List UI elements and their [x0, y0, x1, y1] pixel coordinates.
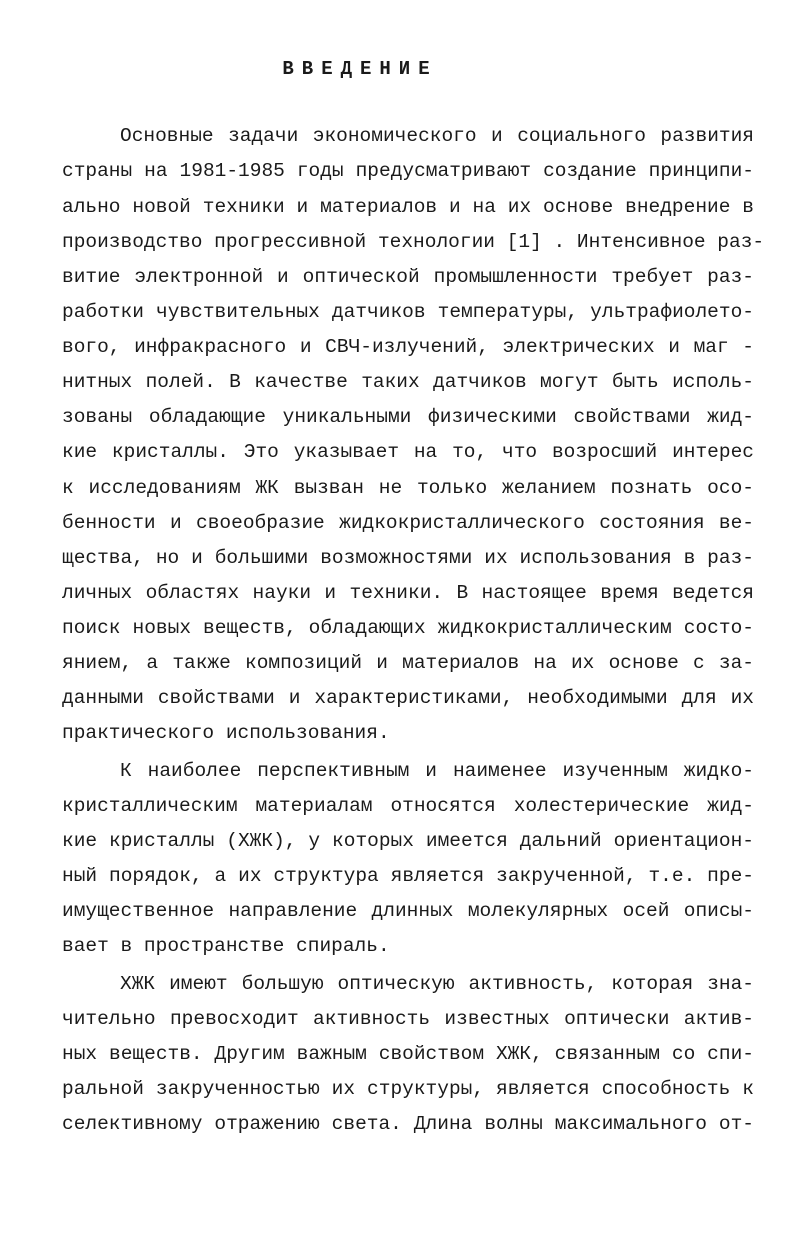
- text-line: вает в пространстве спираль.: [62, 935, 390, 957]
- text-line: поиск новых веществ, обладающих жидкокристаллическим состо-: [62, 617, 754, 639]
- text-line: ных веществ. Другим важным свойством ХЖК, связанным со спи-: [62, 1043, 754, 1065]
- text-line: к исследованиям ЖК вызван не только желанием познать осо-: [62, 477, 754, 499]
- text-line: ально новой техники и материалов и на их основе внедрение в: [62, 196, 754, 218]
- text-line: данными свойствами и характеристиками, необходимыми для их: [62, 687, 754, 709]
- text-line: практического использования.: [62, 722, 390, 744]
- text-line: селективному отражению света. Длина волны максимального от-: [62, 1113, 754, 1135]
- text-line: чительно превосходит активность известных оптически актив-: [62, 1008, 754, 1030]
- text-line: ХЖК имеют большую оптическую активность, которая зна-: [120, 973, 754, 995]
- text-line: имущественное направление длинных молекулярных осей описы-: [62, 900, 754, 922]
- text-line: янием, а также композиций и материалов на их основе с за-: [62, 652, 754, 674]
- text-line: работки чувствительных датчиков температуры, ультрафиолето-: [62, 301, 754, 323]
- text-line: нитных полей. В качестве таких датчиков могут быть исполь-: [62, 371, 754, 393]
- text-line: ральной закрученностью их структуры, является способность к: [62, 1078, 754, 1100]
- text-line: страны на 1981-1985 годы предусматривают создание принципи-: [62, 160, 754, 182]
- text-line: бенности и своеобразие жидкокристаллического состояния ве-: [62, 512, 754, 534]
- text-line: кие кристаллы (ХЖК), у которых имеется дальний ориентацион-: [62, 830, 754, 852]
- text-line: витие электронной и оптической промышленности требует раз-: [62, 266, 754, 288]
- text-line: производство прогрессивной технологии [1] . Интенсивное раз-: [62, 231, 765, 253]
- text-line: зованы обладающие уникальными физическими свойствами жид-: [62, 406, 754, 428]
- text-line: К наиболее перспективным и наименее изученным жидко-: [120, 760, 754, 782]
- text-line: кие кристаллы. Это указывает на то, что возросший интерес: [62, 441, 754, 463]
- text-line: вого, инфракрасного и СВЧ-излучений, электрических и маг -: [62, 336, 754, 358]
- text-line: кристаллическим материалам относятся холестерические жид-: [62, 795, 754, 817]
- text-line: личных областях науки и техники. В настоящее время ведется: [62, 582, 754, 604]
- text-line: Основные задачи экономического и социального развития: [120, 125, 754, 147]
- text-line: щества, но и большими возможностями их использования в раз-: [62, 547, 754, 569]
- text-line: ный порядок, а их структура является закрученной, т.е. пре-: [62, 865, 754, 887]
- page-title: ВВЕДЕНИЕ: [282, 58, 438, 80]
